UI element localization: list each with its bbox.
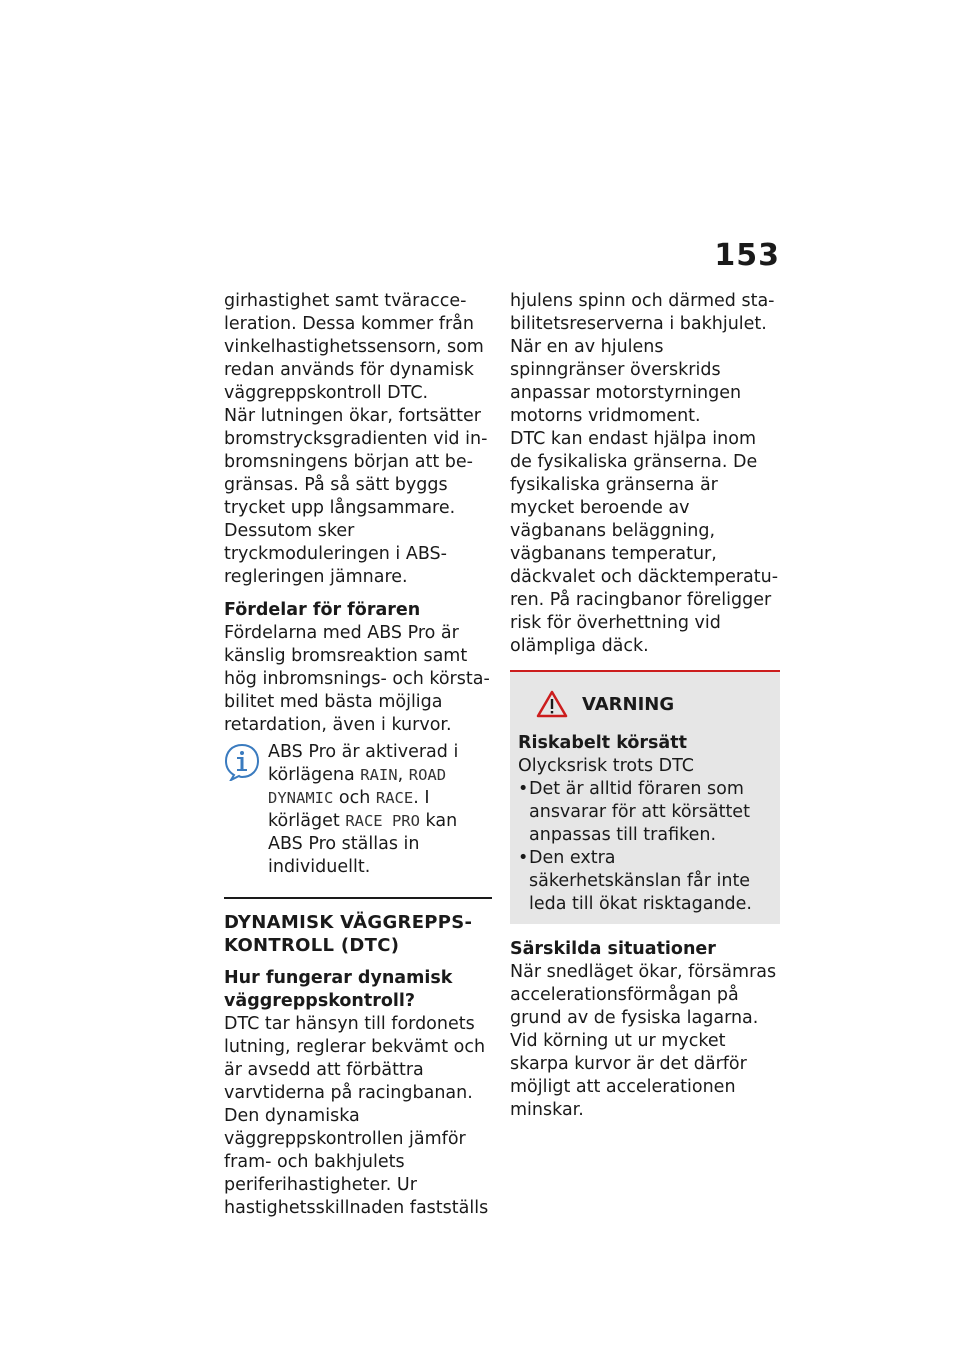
paragraph: Den dynamiska väggreppskontrollen jämför fram- och bakhjulets periferihastigheter. Ur hastighetsskillnaden fastställs bbox=[224, 1106, 489, 1218]
section-divider bbox=[224, 897, 492, 899]
paragraph: När snedläget ökar, försämras accelerationsförmågan på grund av de fysiska lagarna. Vid körning ut ur mycket skarpa kurvor är det därför möjligt att accelerationen minskar. bbox=[510, 962, 777, 1120]
mode-road-dynamic: ROAD DYNAMIC bbox=[268, 766, 447, 807]
subheading-how-dtc-works: Hur fungerar dynamisk väggreppskontroll? bbox=[224, 968, 453, 1011]
warning-header bbox=[536, 690, 772, 718]
section-heading: DYNAMISK VÄGGREPPSKONTROLL (DTC) bbox=[224, 912, 473, 956]
warning-triangle-icon bbox=[536, 690, 568, 718]
subheading-driver-benefits: Fördelar för föraren bbox=[224, 600, 421, 620]
subheading-special-situations: Särskilda situationer bbox=[510, 939, 716, 959]
warning-subtitle: Riskabelt körsätt bbox=[518, 733, 687, 753]
left-column bbox=[224, 290, 492, 1220]
mode-race-pro: RACE PRO bbox=[345, 812, 420, 830]
paragraph: hjulens spinn och därmed stabilitetsreserverna i bakhjulet. bbox=[510, 291, 775, 334]
warning-text: Olycksrisk trots DTC bbox=[518, 756, 695, 776]
right-column bbox=[510, 290, 780, 1122]
mode-rain: RAIN bbox=[360, 766, 398, 784]
info-text: ABS Pro är aktiverad i körlägena RAIN, ROAD DYNAMIC och RACE. I körläget RACE PRO kan ABS Pro ställas in individuellt. bbox=[268, 742, 459, 877]
info-icon bbox=[224, 743, 260, 781]
paragraph: DTC kan endast hjälpa inom de fysikaliska gränserna. De fysikaliska gränserna är mycket beroende av vägbanans beläggning, vägbanans temperatur, däckvalet och däcktemperaturen. På racingbanor föreligger risk för överhettning vid olämpliga däck. bbox=[510, 429, 779, 656]
info-note bbox=[224, 741, 492, 879]
paragraph: DTC tar hänsyn till fordonets lutning, reglerar bekvämt och är avsedd att förbättra varvtiderna på racingbanan. bbox=[224, 1014, 486, 1103]
paragraph: När lutningen ökar, fortsätter bromstrycksgradienten vid inbromsningens början att begränsas. På så sätt byggs trycket upp långsammare. Dessutom sker tryckmoduleringen i ABS-regleringen jämnare. bbox=[224, 406, 488, 587]
warning-title: VARNING bbox=[582, 693, 675, 715]
paragraph: När en av hjulens spinngränser överskrids anpassar motorstyrningen motorns vridmoment. bbox=[510, 337, 742, 426]
mode-race: RACE bbox=[375, 789, 414, 807]
warning-bullets bbox=[518, 778, 772, 916]
paragraph: girhastighet samt tväracceleration. Dessa kommer från vinkelhastighetssensorn, som redan används för dynamisk väggreppskontroll DTC. bbox=[224, 291, 484, 403]
list-item: • Den extra säkerhetskänslan får inte leda till ökat risktagande. bbox=[518, 847, 772, 916]
page-number: 153 bbox=[714, 238, 780, 273]
warning-box bbox=[510, 670, 780, 924]
paragraph: Fördelarna med ABS Pro är känslig bromsreaktion samt hög inbromsnings- och körstabilitet med bästa möjliga retardation, även i kurvor. bbox=[224, 623, 490, 735]
list-item: • Det är alltid föraren som ansvarar för att körsättet anpassas till trafiken. bbox=[518, 778, 772, 847]
